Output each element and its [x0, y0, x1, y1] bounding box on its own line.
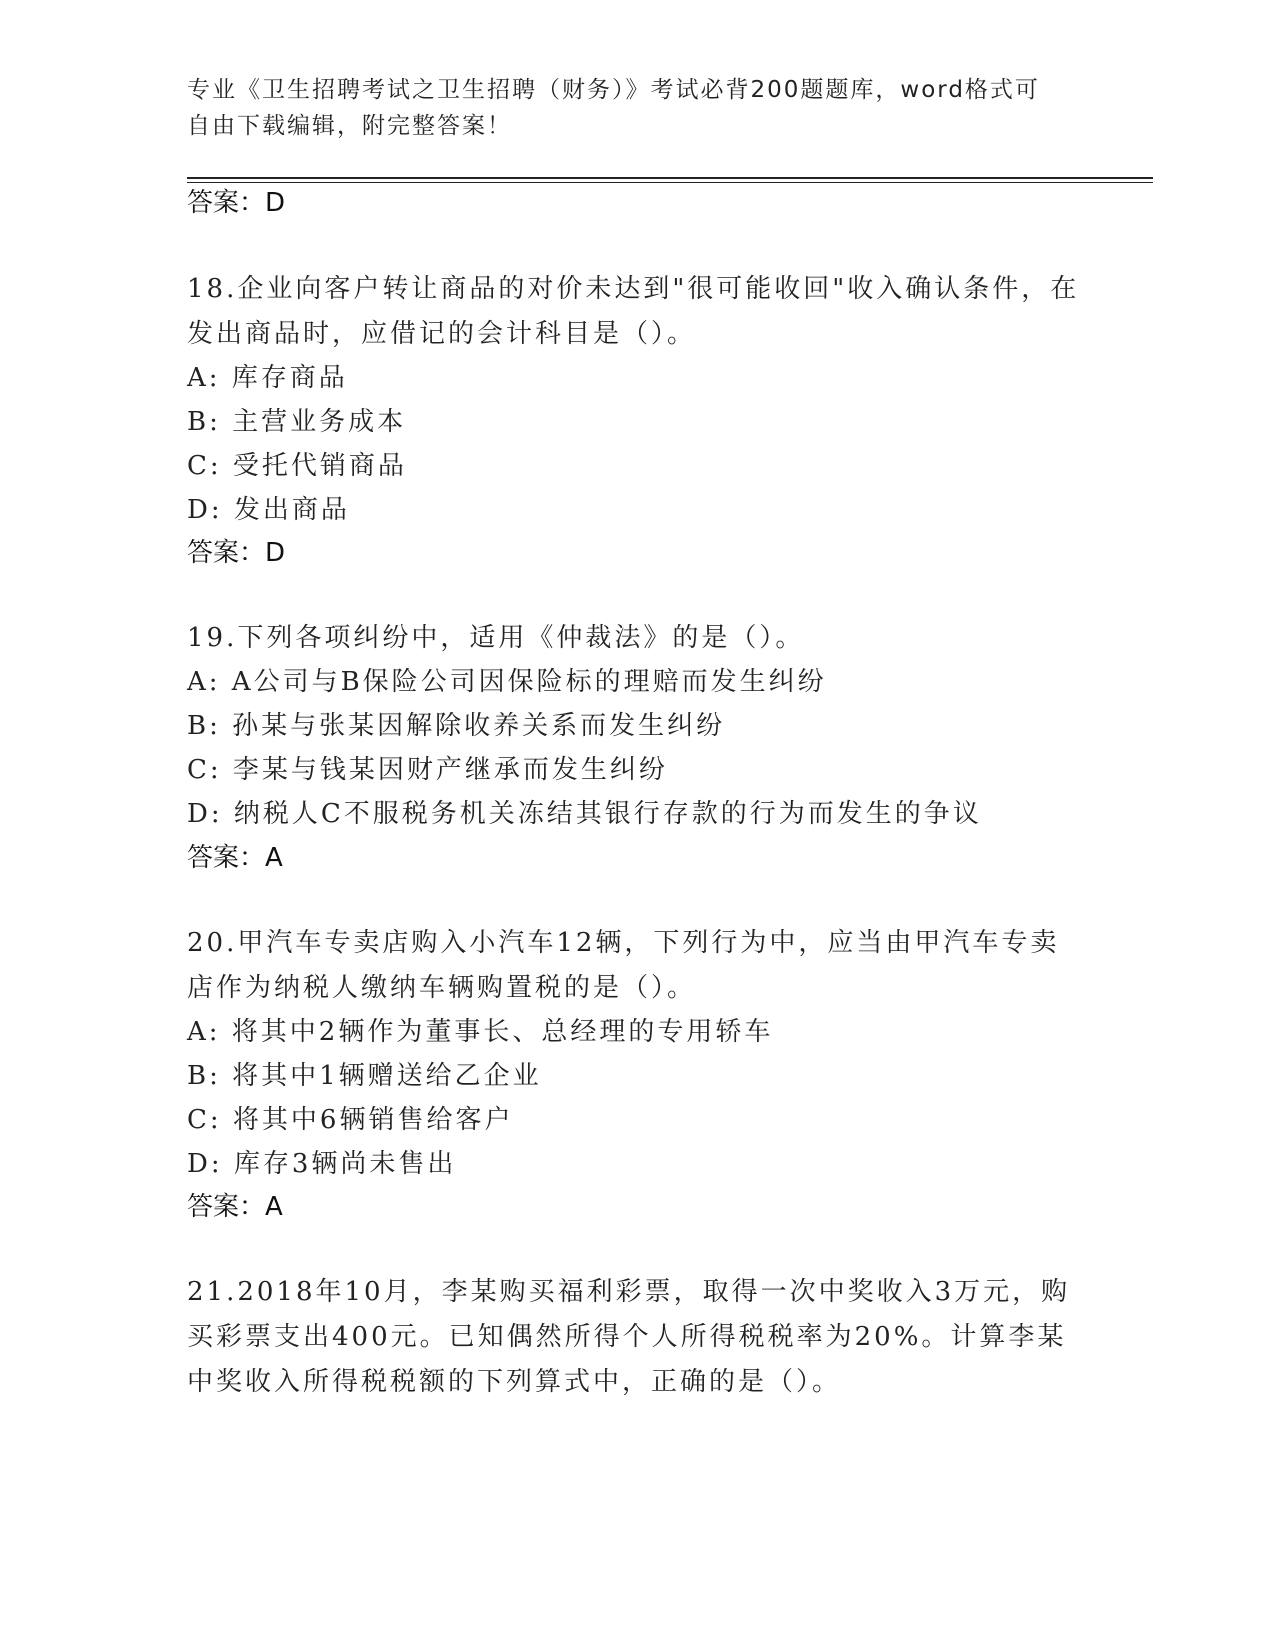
option-d: D: 发出商品: [187, 495, 350, 525]
option-d: D: 库存3辆尚未售出: [187, 1149, 457, 1179]
option-b: B: 孙某与张某因解除收养关系而发生纠纷: [187, 711, 726, 741]
header-divider-thin: [187, 182, 1153, 183]
option-a: A: 库存商品: [187, 363, 348, 393]
question-stem: 21.2018年10月，李某购买福利彩票，取得一次中奖收入3万元，购买彩票支出400元。已知偶然所得个人所得税税率为20%。计算李某中奖收入所得税税额的下列算式中，正确的是（）。: [187, 1277, 1071, 1397]
answer-label: 答案：D: [187, 188, 286, 218]
question-stem: 18.企业向客户转让商品的对价未达到"很可能收回"收入确认条件，在发出商品时，应借记的会计科目是（）。: [187, 274, 1080, 349]
option-c: C: 李某与钱某因财产继承而发生纠纷: [187, 755, 668, 785]
answer-label: 答案：D: [187, 538, 286, 568]
header-divider: [187, 177, 1153, 179]
question-stem: 19.下列各项纠纷中，适用《仲裁法》的是（）。: [187, 623, 805, 653]
question-stem: 20.甲汽车专卖店购入小汽车12辆，下列行为中，应当由甲汽车专卖店作为纳税人缴纳车辆购置税的是（）。: [187, 928, 1060, 1003]
answer-label: 答案：A: [187, 1192, 283, 1222]
option-a: A: 将其中2辆作为董事长、总经理的专用轿车: [187, 1017, 774, 1047]
answer-label: 答案：A: [187, 843, 283, 873]
option-b: B: 主营业务成本: [187, 407, 407, 437]
option-d: D: 纳税人C不服税务机关冻结其银行存款的行为而发生的争议: [187, 799, 982, 829]
page-header: 专业《卫生招聘考试之卫生招聘（财务）》考试必背200题题库，word格式可自由下载编辑，附完整答案！: [187, 77, 1040, 139]
option-c: C: 受托代销商品: [187, 451, 407, 481]
option-a: A: A公司与B保险公司因保险标的理赔而发生纠纷: [187, 667, 827, 697]
option-c: C: 将其中6辆销售给客户: [187, 1105, 514, 1135]
option-b: B: 将其中1辆赠送给乙企业: [187, 1061, 542, 1091]
